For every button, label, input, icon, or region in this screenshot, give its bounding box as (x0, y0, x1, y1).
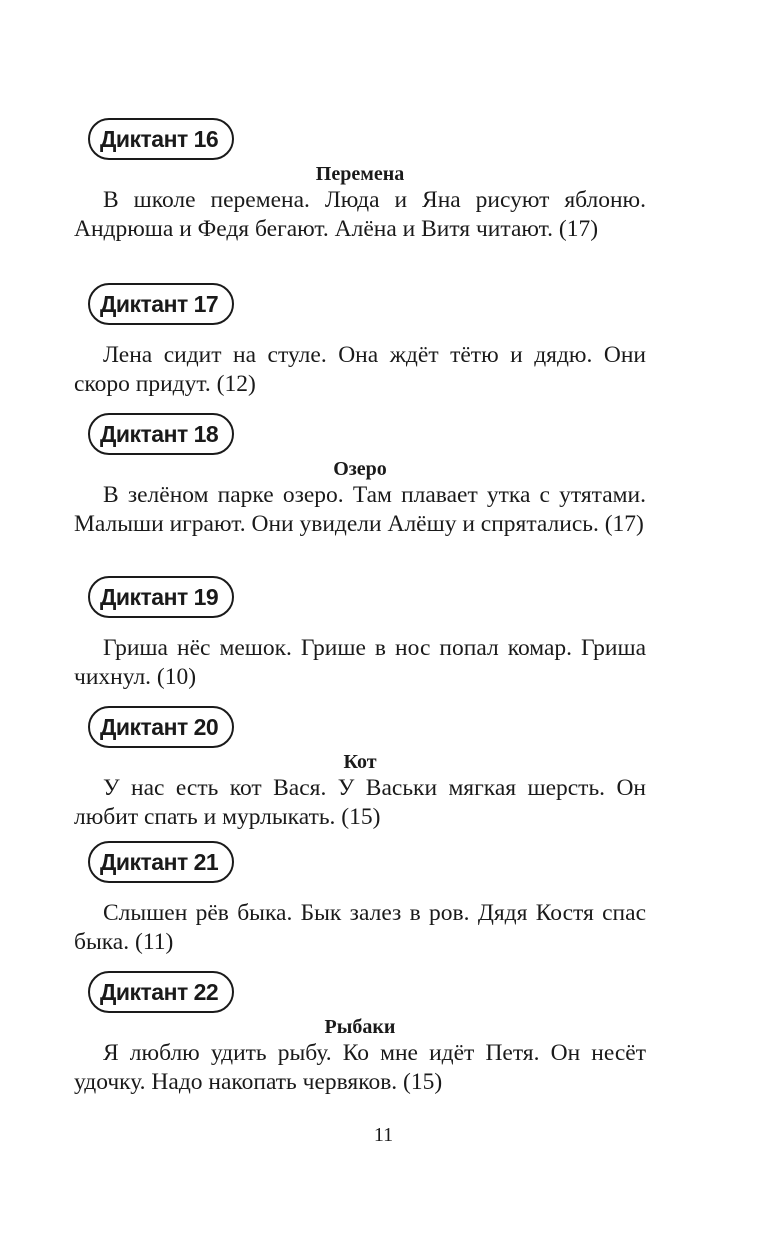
dictation-text: Я люблю удить рыбу. Ко мне идёт Петя. Он несёт удочку. Надо накопать червяков. (15) (74, 1040, 646, 1095)
dictation-label: Диктант 20 (88, 706, 234, 748)
dictation-label: Диктант 17 (88, 283, 234, 325)
dictation-label: Диктант 22 (88, 971, 234, 1013)
dictation-22 (74, 971, 646, 1097)
dictation-label: Диктант 18 (88, 413, 234, 455)
dictation-title: Перемена (315, 163, 405, 185)
dictation-label: Диктант 16 (88, 118, 234, 160)
dictation-text: Слышен рёв быка. Бык залез в ров. Дядя Костя спас быка. (11) (74, 900, 646, 955)
dictation-20 (74, 706, 646, 832)
dictation-text: У нас есть кот Вася. У Васьки мягкая шерсть. Он любит спать и мурлыкать. (15) (74, 775, 646, 830)
dictation-label: Диктант 21 (88, 841, 234, 883)
dictation-text: Лена сидит на стуле. Она ждёт тётю и дядю. Они скоро придут. (12) (74, 342, 646, 397)
dictation-17 (74, 283, 646, 399)
page-number: 11 (373, 1124, 394, 1146)
dictation-text: В зелёном парке озеро. Там плавает утка с утятами. Малыши играют. Они увидели Алёшу и спрятались. (17) (74, 482, 646, 537)
dictation-18 (74, 413, 646, 539)
dictation-text: В школе перемена. Люда и Яна рисуют яблоню. Андрюша и Федя бегают. Алёна и Витя читают. (17) (74, 187, 646, 242)
dictation-label: Диктант 19 (88, 576, 234, 618)
dictation-title: Озеро (333, 458, 387, 480)
dictation-text: Гриша нёс мешок. Грише в нос попал комар. Гриша чихнул. (10) (74, 635, 646, 690)
dictation-title: Рыбаки (324, 1016, 396, 1038)
dictation-21 (74, 841, 646, 957)
dictation-title: Кот (343, 751, 377, 773)
dictation-19 (74, 576, 646, 692)
dictation-16 (74, 118, 646, 244)
